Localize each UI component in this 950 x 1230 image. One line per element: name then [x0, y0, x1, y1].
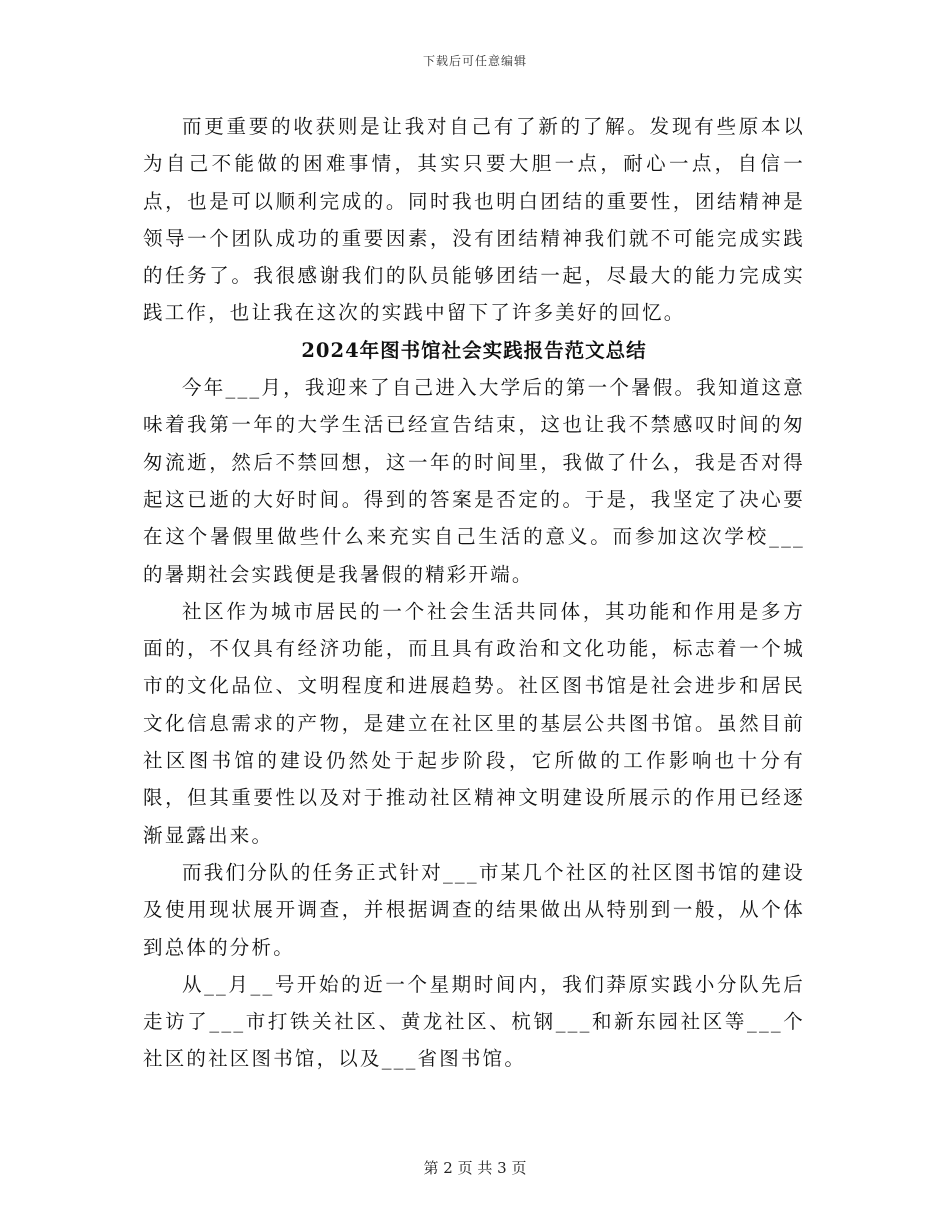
paragraph: 而我们分队的任务正式针对___市某几个社区的社区图书馆的建设及使用现状展开调查，并根据调查的结果做出从特别到一般，从个体到总体的分析。 — [143, 860, 805, 959]
paragraph: 而更重要的收获则是让我对自己有了新的了解。发现有些原本以为自己不能做的困难事情，其实只要大胆一点，耐心一点，自信一点，也是可以顺利完成的。同时我也明白团结的重要性，团结精神是领导一个团队成功的重要因素，没有团结精神我们就不可能完成实践的任务了。我很感谢我们的队员能够团结一起，尽最大的能力完成实践工作，也让我在这次的实践中留下了许多美好的回忆。 — [143, 115, 805, 325]
paragraph: 社区作为城市居民的一个社会生活共同体，其功能和作用是多方面的，不仅具有经济功能，而且具有政治和文化功能，标志着一个城市的文化品位、文明程度和进展趋势。社区图书馆是社会进步和居民文化信息需求的产物，是建立在社区里的基层公共图书馆。虽然目前社区图书馆的建设仍然处于起步阶段，它所做的工作影响也十分有限，但其重要性以及对于推动社区精神文明建设所展示的作用已经逐渐显露出来。 — [143, 599, 805, 847]
paragraph: 从__月__号开始的近一个星期时间内，我们莽原实践小分队先后走访了___市打铁关社区、黄龙社区、杭钢___和新东园社区等___个社区的社区图书馆，以及___省图书馆。 — [143, 972, 805, 1071]
page-footer: 第 2 页 共 3 页 — [423, 1159, 527, 1177]
page-header: 下载后可任意编辑 — [422, 54, 527, 68]
paragraph: 今年___月，我迎来了自己进入大学后的第一个暑假。我知道这意味着我第一年的大学生活已经宣告结束，这也让我不禁感叹时间的匆匆流逝，然后不禁回想，这一年的时间里，我做了什么，我是否对得起这已逝的大好时间。得到的答案是否定的。于是，我坚定了决心要在这个暑假里做些什么来充实自己生活的意义。而参加这次学校___的暑期社会实践便是我暑假的精彩开端。 — [143, 376, 805, 586]
section-title: 2024年图书馆社会实践报告范文总结 — [301, 338, 647, 362]
document-body — [143, 108, 805, 1078]
